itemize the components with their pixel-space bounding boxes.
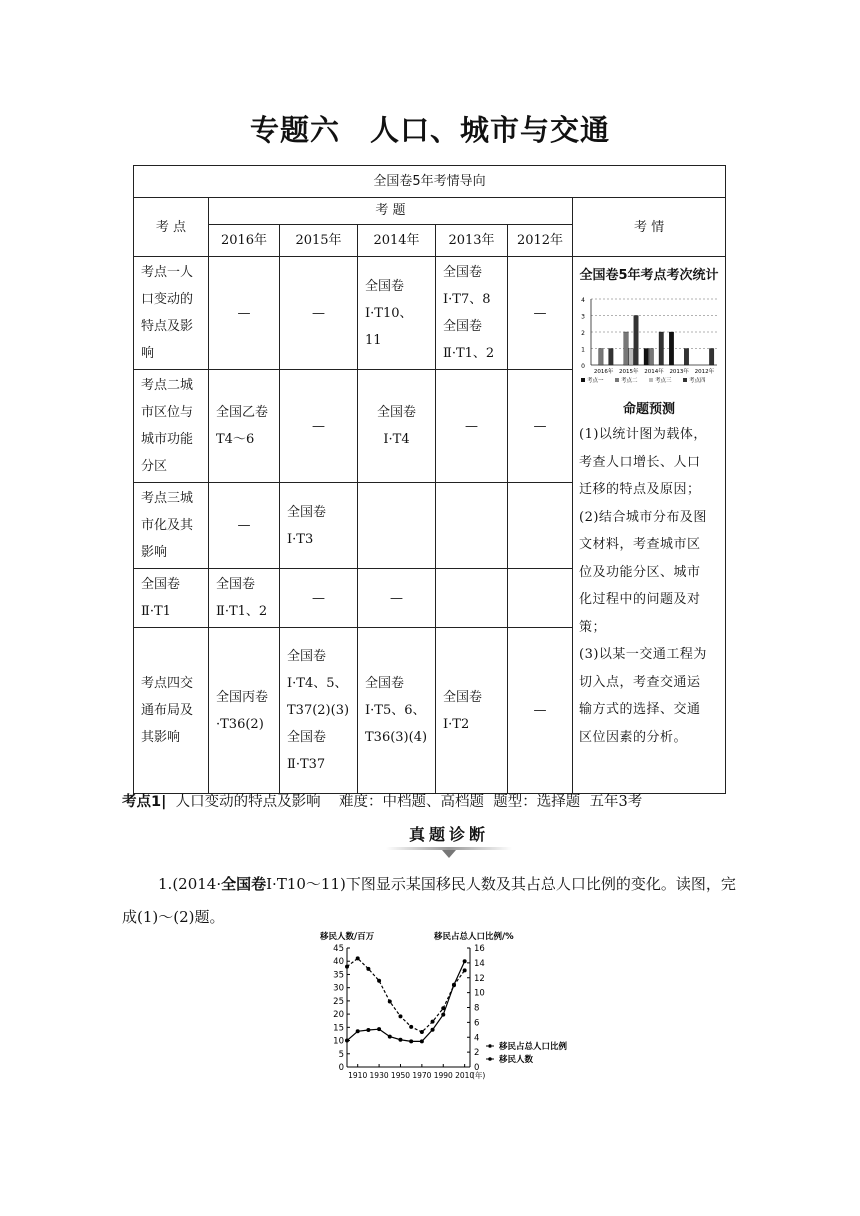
data-point-0	[366, 967, 370, 971]
mini-bar	[599, 349, 604, 366]
y-tick-label-right: 12	[474, 973, 485, 984]
y-axis-label-right: 移民占总人口比例/%	[434, 932, 514, 942]
mini-legend-label: 考点一	[587, 378, 604, 384]
legend-label: 移民人数	[499, 1055, 534, 1065]
table-cell	[436, 483, 508, 569]
prediction-line: 文材料，考查城市区	[579, 537, 701, 552]
table-cell: 全国卷Ⅰ·T5、6、T36(3)(4)	[358, 628, 436, 794]
mini-legend-swatch	[649, 378, 653, 382]
diagnosis-label: 真题诊断	[408, 825, 489, 844]
prediction-line: 切入点，考查交通运	[579, 674, 701, 690]
header-kaoti: 考 题	[209, 198, 573, 225]
kaodian-difficulty: 难度：中档题、高档题	[339, 794, 485, 810]
mini-legend-label: 考点四	[689, 378, 706, 384]
table-cell: —	[280, 569, 358, 628]
row-label: 全国卷Ⅱ·T1	[134, 569, 209, 628]
mini-bar	[684, 349, 689, 366]
y-tick-label-left: 35	[333, 970, 344, 981]
table-cell: —	[280, 257, 358, 370]
question-text: Ⅰ·T10～11)下图显示某国移民人数及其占总人口比例的变化。读图，完成(1)～(2)题。	[122, 875, 736, 926]
table-cell: —	[358, 569, 436, 628]
kaodian-label: 考点1|	[122, 794, 167, 810]
y-axis-label-left: 移民人数/百万	[320, 932, 375, 942]
table-cell: 全国卷Ⅰ·T4、5、T37(2)(3)全国卷Ⅱ·T37	[280, 628, 358, 794]
mini-legend-swatch	[615, 378, 619, 382]
prediction-line: 区位因素的分析。	[579, 729, 688, 745]
table-cell: —	[209, 483, 280, 569]
mini-legend-swatch	[581, 378, 585, 382]
data-point-1	[420, 1039, 424, 1043]
table-cell	[358, 483, 436, 569]
x-tick-label: 1990	[433, 1071, 453, 1080]
y-tick-label-right: 8	[474, 1003, 480, 1014]
y-tick-label-left: 0	[338, 1063, 344, 1073]
table-cell: —	[436, 370, 508, 483]
prediction-line: 考查人口增长、人口	[579, 454, 701, 470]
y-tick-label-right: 0	[474, 1063, 480, 1073]
mini-bar	[659, 332, 664, 365]
table-cell: —	[209, 257, 280, 370]
mini-bar	[669, 332, 674, 365]
table-cell: 全国卷Ⅰ·T3	[280, 483, 358, 569]
header-kaoqing: 考 情	[573, 198, 726, 257]
y-tick-label-left: 40	[333, 957, 344, 968]
year-2013: 2013年	[436, 225, 508, 257]
question-1	[122, 868, 742, 934]
table-caption: 全国卷5年考情导向	[134, 166, 726, 198]
table-cell	[436, 569, 508, 628]
mini-bar	[644, 349, 649, 366]
table-cell: 全国卷Ⅰ·T4	[358, 370, 436, 483]
kaodian-type: 题型：选择题	[493, 794, 581, 810]
table-cell: 全国卷Ⅰ·T10、11	[358, 257, 436, 370]
kaodian-freq: 五年3考	[589, 794, 643, 810]
mini-bar	[634, 316, 639, 366]
x-tick-label: 1950	[390, 1071, 411, 1080]
mini-y-tick: 2	[581, 330, 585, 337]
data-point-0	[463, 968, 467, 972]
prediction-line: 策；	[579, 619, 607, 635]
table-cell: 全国卷Ⅱ·T1、2	[209, 569, 280, 628]
table-cell: —	[508, 628, 573, 794]
y-tick-label-left: 25	[333, 996, 344, 1007]
data-point-0	[431, 1020, 435, 1024]
mini-bar	[709, 349, 714, 366]
data-point-0	[356, 956, 360, 960]
y-tick-label-left: 20	[333, 1010, 344, 1021]
table-cell	[508, 483, 573, 569]
stats-column	[573, 257, 726, 794]
table-cell: —	[508, 257, 573, 370]
table-cell: 全国卷Ⅰ·T2	[436, 628, 508, 794]
stats-title: 全国卷5年考点考次统计	[579, 268, 719, 283]
question-source-prefix: (2014·	[172, 875, 222, 893]
row-label: 考点一人口变动的特点及影响	[134, 257, 209, 370]
diagnosis-heading	[386, 822, 512, 858]
mini-bar	[629, 349, 634, 366]
data-point-1	[398, 1038, 402, 1042]
prediction-line: (2)结合城市分布及图	[579, 509, 707, 525]
row-label: 考点三城市化及其影响	[134, 483, 209, 569]
legend-marker	[488, 1044, 492, 1048]
prediction-text	[579, 421, 719, 751]
data-point-1	[377, 1027, 381, 1031]
kaodian-name: 人口变动的特点及影响	[175, 794, 321, 810]
row-label: 考点二城市区位与城市功能分区	[134, 370, 209, 483]
year-2012: 2012年	[508, 225, 573, 257]
y-tick-label-right: 6	[474, 1018, 480, 1029]
data-point-1	[463, 959, 467, 963]
mini-x-tick: 2014年	[644, 369, 664, 375]
question-source-bold: 全国卷	[221, 875, 267, 893]
mini-y-tick: 3	[581, 313, 585, 321]
year-2015: 2015年	[280, 225, 358, 257]
mini-bar	[609, 349, 614, 366]
prediction-line: (1)以统计图为载体，	[579, 427, 707, 442]
mini-x-tick: 2012年	[694, 369, 715, 375]
data-point-1	[431, 1028, 435, 1032]
table-cell: 全国乙卷T4～6	[209, 370, 280, 483]
x-tick-label: 1970	[412, 1071, 432, 1080]
y-tick-label-left: 45	[333, 944, 344, 954]
y-tick-label-left: 5	[338, 1049, 344, 1060]
year-2016: 2016年	[209, 225, 280, 257]
mini-bar-chart	[579, 289, 719, 389]
series-line-0	[347, 958, 465, 1032]
data-point-0	[377, 979, 381, 983]
prediction-line: (3)以某一交通工程为	[579, 647, 707, 662]
mini-legend-label: 考点三	[655, 378, 672, 384]
y-tick-label-left: 15	[333, 1023, 344, 1034]
page-title: 专题六 人口、城市与交通	[249, 113, 610, 147]
data-point-1	[366, 1028, 370, 1032]
year-2014: 2014年	[358, 225, 436, 257]
y-tick-label-left: 30	[333, 983, 344, 994]
data-point-0	[345, 965, 349, 969]
data-point-0	[409, 1025, 413, 1029]
table-cell	[508, 569, 573, 628]
table-cell: —	[280, 370, 358, 483]
prediction-line: 位及功能分区、城市	[579, 564, 701, 580]
y-tick-label-right: 14	[474, 958, 485, 969]
y-tick-label-left: 10	[333, 1036, 344, 1047]
exam-overview-table	[133, 165, 726, 794]
table-cell: 全国卷Ⅰ·T7、8全国卷Ⅱ·T1、2	[436, 257, 508, 370]
mini-x-tick: 2015年	[619, 369, 639, 375]
data-point-1	[388, 1035, 392, 1039]
mini-x-tick: 2016年	[593, 369, 614, 375]
legend-label: 移民占总人口比例	[499, 1042, 568, 1052]
data-point-1	[441, 1013, 445, 1017]
prediction-title: 命题预测	[623, 402, 676, 417]
mini-legend-label: 考点二	[621, 378, 638, 384]
data-point-1	[356, 1029, 360, 1033]
y-tick-label-right: 2	[474, 1048, 480, 1059]
data-point-0	[420, 1030, 424, 1034]
data-point-1	[345, 1039, 349, 1043]
prediction-line: 输方式的选择、交通	[579, 702, 701, 717]
mini-legend-swatch	[683, 378, 687, 382]
mini-bar	[624, 332, 629, 365]
x-tick-label: 2010	[455, 1071, 475, 1080]
x-tick-label: 1930	[369, 1071, 389, 1080]
y-tick-label-right: 4	[474, 1033, 480, 1044]
mini-y-tick: 4	[581, 297, 585, 304]
data-point-0	[388, 1000, 392, 1004]
data-point-1	[409, 1039, 413, 1043]
migration-line-chart	[320, 928, 620, 1083]
down-triangle-icon	[442, 850, 456, 858]
y-tick-label-right: 16	[474, 944, 485, 954]
prediction-line: 迁移的特点及原因；	[579, 482, 701, 497]
kaodian-line	[122, 790, 642, 811]
mini-bar	[649, 349, 654, 366]
x-axis-unit: (年)	[472, 1071, 486, 1080]
data-point-0	[398, 1014, 402, 1018]
y-tick-label-right: 10	[474, 988, 485, 999]
table-cell: —	[508, 370, 573, 483]
legend-marker	[488, 1057, 492, 1061]
question-number: 1.	[158, 875, 173, 893]
data-point-1	[452, 983, 456, 987]
prediction-line: 化过程中的问题及对	[579, 592, 701, 607]
mini-y-tick: 0	[581, 363, 585, 370]
table-cell: 全国丙卷·T36(2)	[209, 628, 280, 794]
header-kaodian: 考 点	[134, 198, 209, 257]
row-label: 考点四交通布局及其影响	[134, 628, 209, 794]
mini-y-tick: 1	[581, 346, 585, 354]
x-tick-label: 1910	[348, 1071, 368, 1080]
diagnosis-underline	[386, 847, 512, 850]
mini-x-tick: 2013年	[669, 369, 689, 375]
